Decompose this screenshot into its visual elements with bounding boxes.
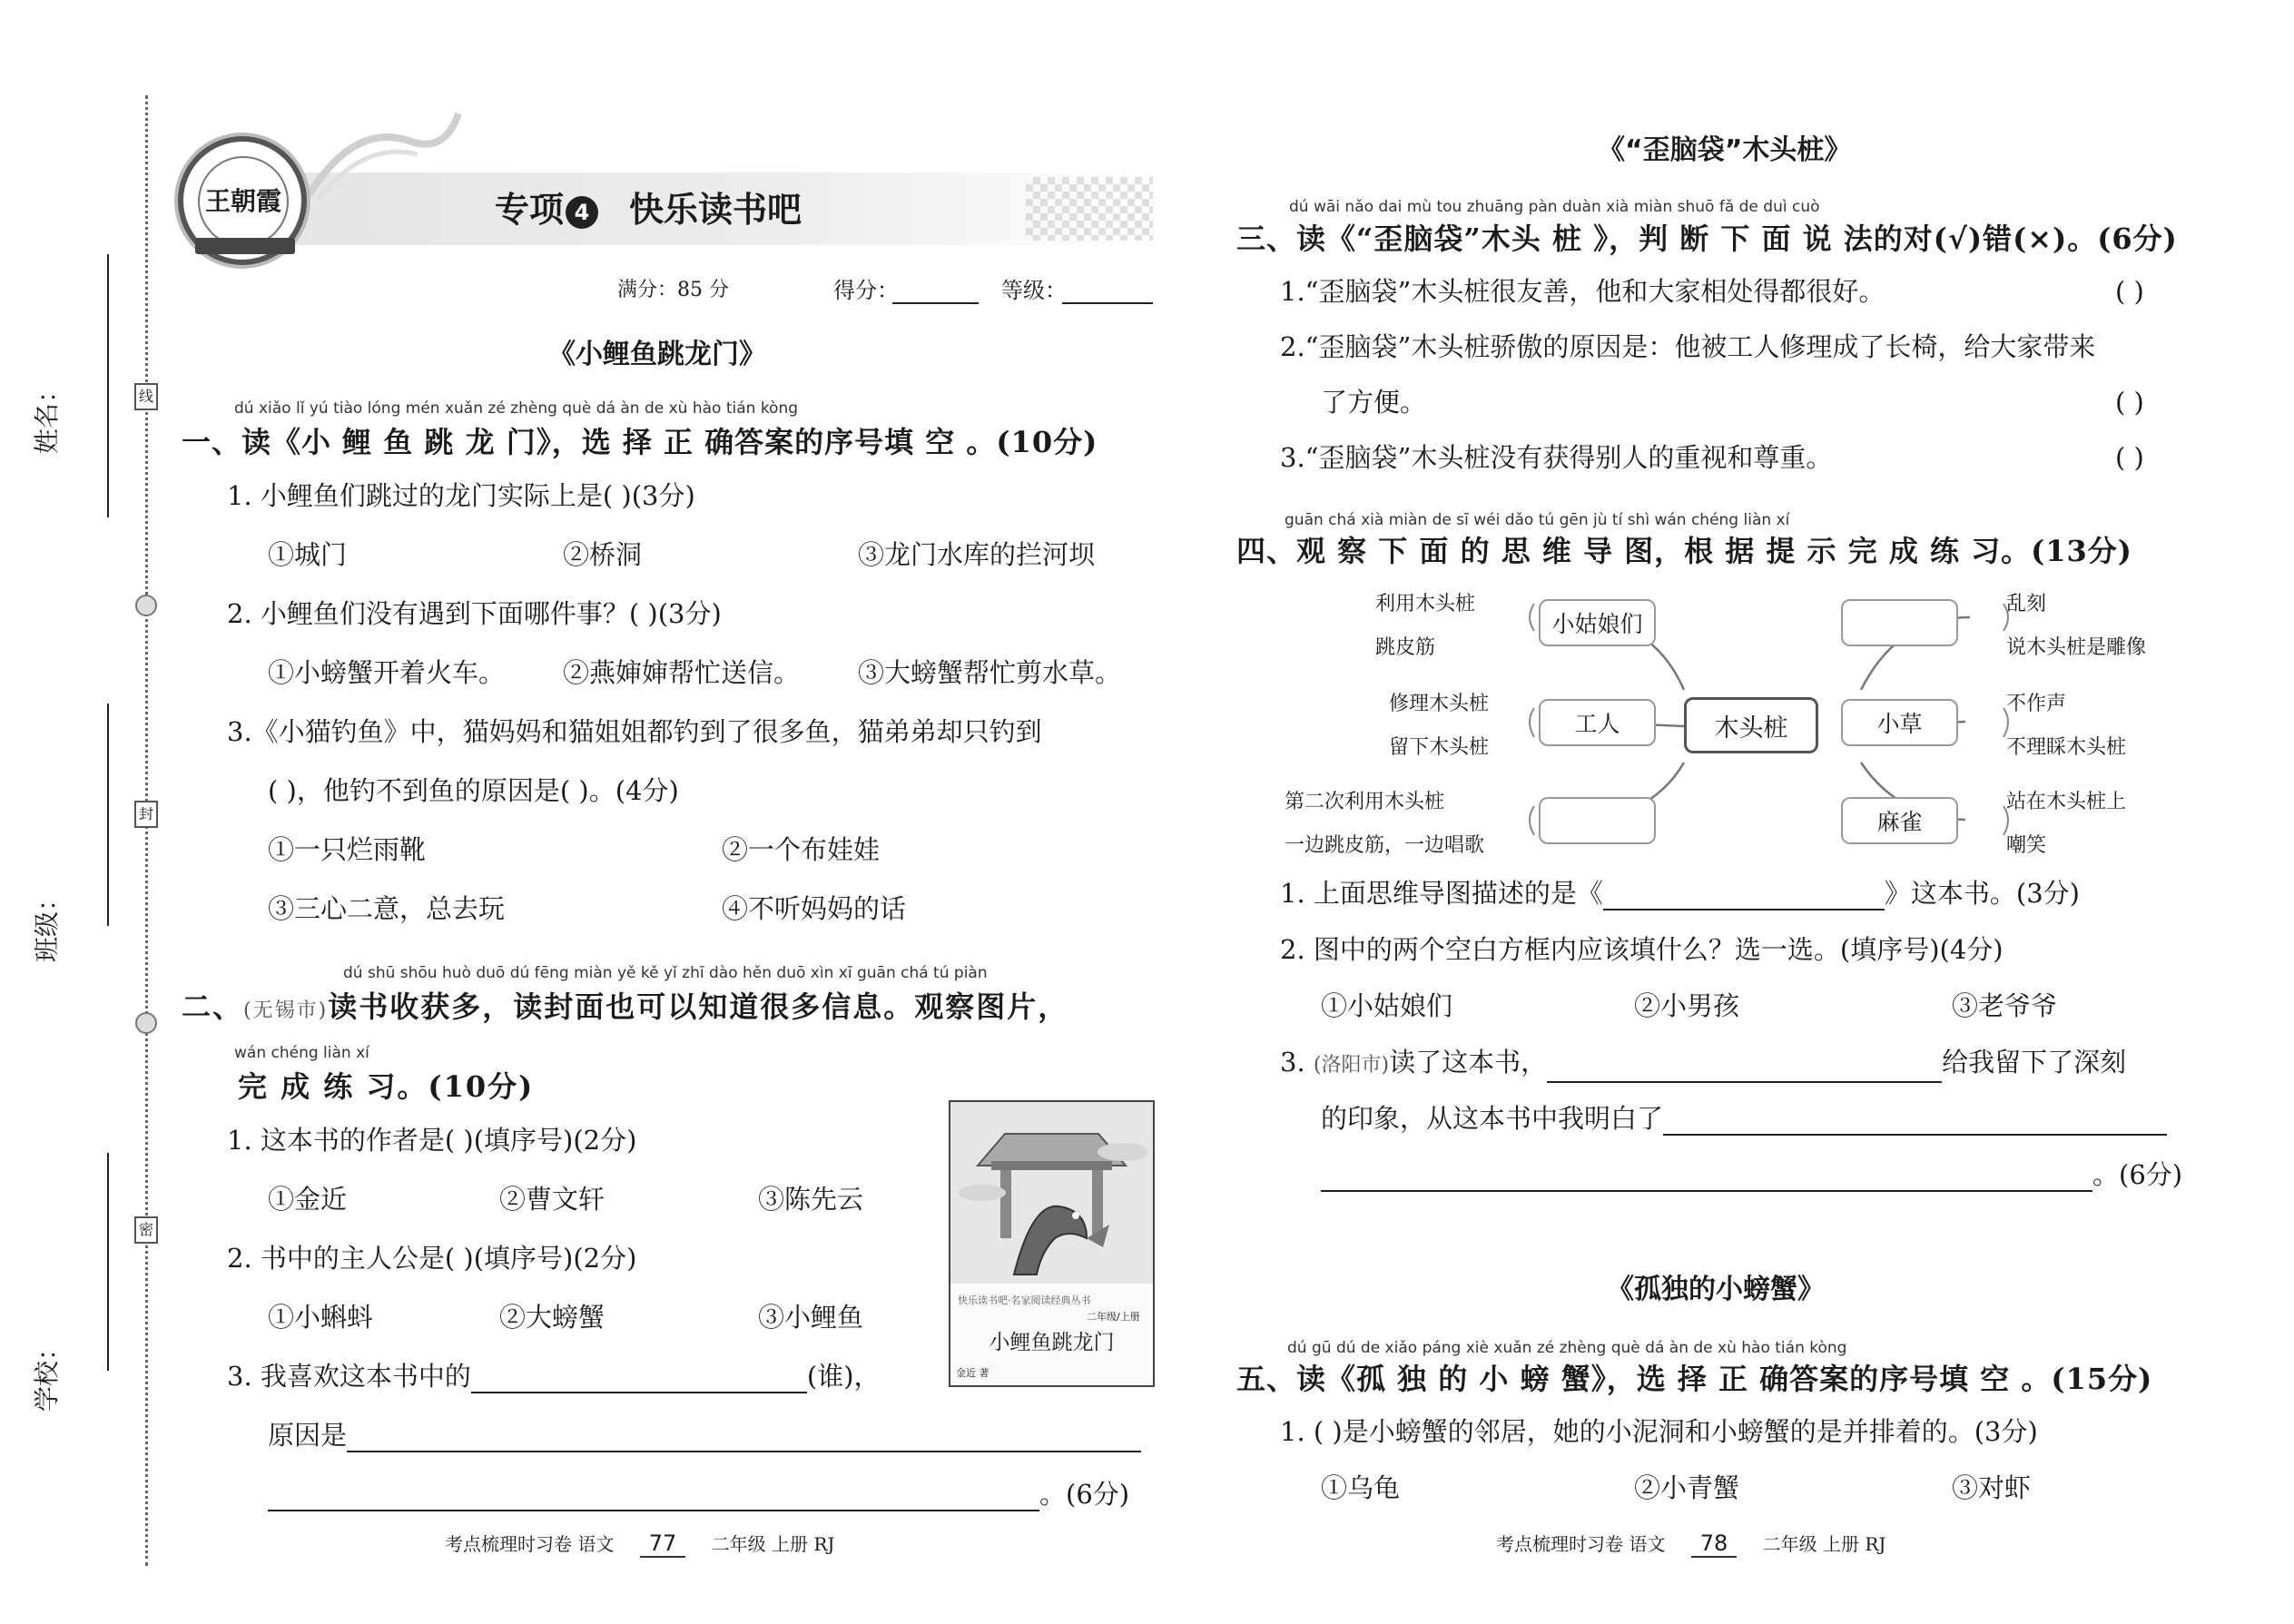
mindmap-node-sparrow: 麻雀 <box>1841 797 1958 844</box>
cover-author: 金近 著 <box>956 1367 989 1379</box>
s2-q1-opt1[interactable]: ①金近 <box>268 1184 348 1215</box>
s2-q1: 1. 这本书的作者是( )(填序号)(2分) <box>227 1125 637 1156</box>
cut-mark-seal: 封 <box>134 801 158 828</box>
s1-q1: 1. 小鲤鱼们跳过的龙门实际上是( )(3分) <box>227 480 695 511</box>
s4-q1-blank[interactable] <box>1603 878 1885 910</box>
s2-heading-1 <box>182 984 1068 1026</box>
score-label: 得分： <box>833 278 899 303</box>
s3-q3: 3.“歪脑袋”木头桩没有获得别人的重视和尊重。 <box>1280 442 1833 473</box>
s2-pinyin-2: wán chéng liàn xí <box>234 1044 369 1062</box>
mindmap-node-blank-right[interactable] <box>1841 599 1958 646</box>
s1-q2: 2. 小鲤鱼们没有遇到下面哪件事？( )(3分) <box>227 598 722 629</box>
s1-q3-opt1[interactable]: ①一只烂雨靴 <box>268 834 427 865</box>
s4-q3-line3 <box>1321 1157 2182 1192</box>
mm-note-left-1b: 跳皮筋 <box>1375 636 1436 659</box>
cut-mark-line: 线 <box>134 383 158 410</box>
mindmap-node-grass: 小草 <box>1841 699 1958 746</box>
grade-field[interactable] <box>1062 302 1153 304</box>
s1-q1-opt2[interactable]: ②桥洞 <box>563 539 643 570</box>
s3-q2-answer[interactable]: ( ) <box>2115 387 2144 418</box>
mindmap-node-workers: 工人 <box>1539 699 1656 746</box>
cover-series: 快乐读书吧·名家阅读经典丛书 <box>958 1294 1091 1306</box>
s4-q2-opt2[interactable]: ②小男孩 <box>1634 990 1740 1021</box>
s4-heading: 四、观 察 下 面 的 思 维 导 图，根 据 提 示 完 成 练 习。(13分) <box>1236 534 2132 568</box>
score-field[interactable] <box>892 302 979 304</box>
cut-mark-secret: 密 <box>134 1216 158 1244</box>
s2-q3-reason-label: 原因是 <box>268 1420 348 1451</box>
footer-left <box>445 1530 834 1558</box>
class-underline <box>107 704 109 926</box>
s2-prefix: 二、 <box>182 989 244 1024</box>
binding-ornament-icon <box>135 1012 157 1034</box>
s4-pinyin: guān chá xià miàn de sī wéi dǎo tú gēn jù tí shì wán chéng liàn xí <box>1285 511 1790 529</box>
score-total: 满分：85 分 <box>617 279 729 301</box>
s2-q3-who-suffix: (谁)， <box>806 1361 881 1392</box>
footer-right-prefix: 考点梳理时习卷 语文 <box>1496 1533 1666 1555</box>
s2-q2-opt2[interactable]: ②大螃蟹 <box>499 1302 605 1333</box>
s1-q1-opt1[interactable]: ①城门 <box>268 539 348 570</box>
s1-q2-opt3[interactable]: ③大螃蟹帮忙剪水草。 <box>858 657 1122 688</box>
s2-q2-opt1[interactable]: ①小蝌蚪 <box>268 1302 374 1333</box>
name-underline <box>107 254 109 517</box>
page-title <box>495 182 802 231</box>
s5-q1-opt2[interactable]: ②小青蟹 <box>1634 1472 1740 1503</box>
s4-q2-opt1[interactable]: ①小姑娘们 <box>1321 990 1453 1021</box>
s2-pinyin-1: dú shū shōu huò duō dú fēng miàn yě kě yǐ zhī dào hěn duō xìn xī guān chá tú piàn <box>343 964 988 982</box>
title-main: 快乐读书吧 <box>629 190 802 230</box>
s2-q2: 2. 书中的主人公是( )(填序号)(2分) <box>227 1243 637 1274</box>
mm-note-right-1b: 说木头桩是雕像 <box>2006 636 2147 659</box>
s2-q1-opt3[interactable]: ③陈先云 <box>758 1184 864 1215</box>
s1-q2-opt2[interactable]: ②燕婶婶帮忙送信。 <box>563 657 801 688</box>
name-label: 姓名： <box>32 377 62 454</box>
s4-q3-blank-3[interactable] <box>1321 1159 2092 1192</box>
footer-left-suffix: 二年级 上册 RJ <box>711 1533 835 1555</box>
s3-pinyin: dú wāi nǎo dai mù tou zhuāng pàn duàn xià miàn shuō fǎ de duì cuò <box>1289 198 1820 216</box>
footer-right <box>1496 1530 1885 1558</box>
s2-q3-who-blank[interactable] <box>471 1361 807 1393</box>
s2-q1-opt2[interactable]: ②曹文轩 <box>499 1184 605 1215</box>
s1-heading: 一、读《小 鲤 鱼 跳 龙 门》，选 择 正 确答案的序号填 空 。(10分) <box>182 425 1098 459</box>
page-number-77: 77 <box>640 1530 686 1558</box>
binding-margin <box>0 0 154 1624</box>
mindmap-center: 木头桩 <box>1684 697 1818 753</box>
s2-q3-reason-blank[interactable] <box>347 1420 1141 1452</box>
s5-heading: 五、读《孤 独 的 小 螃 蟹》，选 择 正 确答案的序号填 空 。(15分) <box>1236 1362 2153 1396</box>
s2-q3 <box>227 1359 881 1393</box>
s2-heading-2: 完 成 练 习。(10分) <box>238 1069 535 1104</box>
s1-pinyin: dú xiǎo lǐ yú tiào lóng mén xuǎn zé zhèng què dá àn de xù hào tián kòng <box>234 399 799 418</box>
s3-q3-answer[interactable]: ( ) <box>2115 442 2144 473</box>
cover-grade: 二年级/上册 <box>1087 1311 1140 1323</box>
s4-q3-mid: 给我留下了深刻 <box>1942 1047 2127 1078</box>
s4-q3-num: 3. <box>1280 1047 1305 1078</box>
s3-q2-line1: 2.“歪脑袋”木头桩骄傲的原因是：他被工人修理成了长椅，给大家带来 <box>1280 331 2096 362</box>
s4-q1-prefix: 1. 上面思维导图描述的是《 <box>1280 878 1603 909</box>
s1-q3-line2: ( )，他钓不到鱼的原因是( )。(4分) <box>268 775 679 806</box>
s1-q3-opt2[interactable]: ②一个布娃娃 <box>722 834 881 865</box>
s1-q3-opt4[interactable]: ④不听妈妈的话 <box>722 893 907 924</box>
page-number-78: 78 <box>1691 1530 1738 1558</box>
mm-note-left-3b: 一边跳皮筋，一边唱歌 <box>1285 834 1485 857</box>
s2-q3-reason <box>268 1418 1141 1452</box>
brand-logo-text: 王朝霞 <box>204 186 281 216</box>
s4-q3-blank-1[interactable] <box>1547 1050 1942 1083</box>
s4-q3-learned: 的印象，从这本书中我明白了 <box>1321 1103 1664 1134</box>
book-title-stump: 《“歪脑袋”木头桩》 <box>1598 134 1852 166</box>
mm-note-right-1a: 乱刻 <box>2006 593 2047 615</box>
dotted-cut-line <box>145 95 148 1566</box>
s4-q2: 2. 图中的两个空白方框内应该填什么？选一选。(填序号)(4分) <box>1280 934 2004 965</box>
school-label: 学校： <box>32 1334 62 1412</box>
s2-q3-reason-line2 <box>268 1477 1129 1511</box>
s4-q3-prefix: 读了这本书， <box>1389 1047 1548 1078</box>
book-title-carp: 《小鲤鱼跳龙门》 <box>548 339 766 370</box>
s4-q3-blank-2[interactable] <box>1663 1103 2167 1136</box>
s5-q1-opt1[interactable]: ①乌龟 <box>1321 1472 1401 1503</box>
s3-q1-answer[interactable]: ( ) <box>2115 276 2144 307</box>
s4-q3-source: (洛阳市) <box>1313 1054 1390 1077</box>
s2-q3-end: 。(6分) <box>1039 1479 1130 1510</box>
s2-q3-reason-blank-2[interactable] <box>268 1479 1039 1511</box>
s4-q2-opt3[interactable]: ③老爷爷 <box>1952 990 2058 1021</box>
mm-note-left-1a: 利用木头桩 <box>1375 593 1476 615</box>
book-cover-image <box>949 1100 1155 1387</box>
s4-q1-suffix: 》这本书。(3分) <box>1884 878 2080 909</box>
grade-label: 等级： <box>1001 278 1067 303</box>
s5-q1: 1. ( )是小螃蟹的邻居，她的小泥洞和小螃蟹的是并排着的。(3分) <box>1280 1416 2038 1447</box>
ribbon-decoration <box>300 104 463 204</box>
s2-q3-prefix: 3. 我喜欢这本书中的 <box>227 1361 471 1392</box>
s4-q3-end: 。(6分) <box>2092 1159 2183 1190</box>
cover-illustration <box>950 1102 1153 1284</box>
s3-q2-line2: 了方便。 <box>1321 387 1427 418</box>
s1-q1-opt3[interactable]: ③龙门水库的拦河坝 <box>858 539 1096 570</box>
s1-q3-opt3[interactable]: ③三心二意，总去玩 <box>268 893 506 924</box>
cover-title: 小鲤鱼跳龙门 <box>989 1331 1115 1354</box>
mm-note-right-2a: 不作声 <box>2006 693 2067 715</box>
s4-q3 <box>1280 1045 2126 1083</box>
title-prefix: 专项 <box>495 190 565 230</box>
s4-q1 <box>1280 876 2080 910</box>
brand-logo-ribbon <box>195 238 295 254</box>
book-title-crab: 《孤独的小螃蟹》 <box>1607 1274 1825 1305</box>
checker-decoration <box>1026 177 1153 241</box>
class-label: 班级： <box>32 885 62 962</box>
mindmap-node-blank-left[interactable] <box>1539 797 1656 844</box>
s4-q3-line2 <box>1321 1101 2167 1136</box>
s2-q2-opt3[interactable]: ③小鲤鱼 <box>758 1302 864 1333</box>
binding-ornament-icon <box>135 595 157 616</box>
s2-source: (无锡市) <box>243 999 329 1022</box>
mm-note-right-3b: 嘲笑 <box>2006 834 2047 857</box>
s2-heading-text: 读书收获多，读封面也可以知道很多信息。观察图片， <box>328 989 1069 1024</box>
s3-q1: 1.“歪脑袋”木头桩很友善，他和大家相处得都很好。 <box>1280 276 1885 307</box>
mm-note-right-2b: 不理睬木头桩 <box>2006 736 2127 759</box>
s3-heading: 三、读《“歪脑袋”木头 桩 》，判 断 下 面 说 法的对(√)错(×)。(6分) <box>1236 221 2178 256</box>
footer-right-suffix: 二年级 上册 RJ <box>1762 1533 1886 1555</box>
s5-q1-opt3[interactable]: ③对虾 <box>1952 1472 2032 1503</box>
footer-left-prefix: 考点梳理时习卷 语文 <box>445 1533 615 1555</box>
mm-note-left-2a: 修理木头桩 <box>1389 693 1490 715</box>
s5-pinyin: dú gū dú de xiǎo páng xiè xuǎn zé zhèng què dá àn de xù hào tián kòng <box>1287 1339 1847 1357</box>
title-number-badge: 4 <box>566 196 598 229</box>
school-underline <box>107 1153 109 1371</box>
mm-note-left-3a: 第二次利用木头桩 <box>1285 791 1445 813</box>
s1-q2-opt1[interactable]: ①小螃蟹开着火车。 <box>268 657 506 688</box>
mm-note-left-2b: 留下木头桩 <box>1389 736 1490 759</box>
mindmap-node-girls: 小姑娘们 <box>1539 599 1656 646</box>
s1-q3-line1: 3.《小猫钓鱼》中，猫妈妈和猫姐姐都钓到了很多鱼，猫弟弟却只钓到 <box>227 716 1042 747</box>
mm-note-right-3a: 站在木头桩上 <box>2006 791 2127 813</box>
